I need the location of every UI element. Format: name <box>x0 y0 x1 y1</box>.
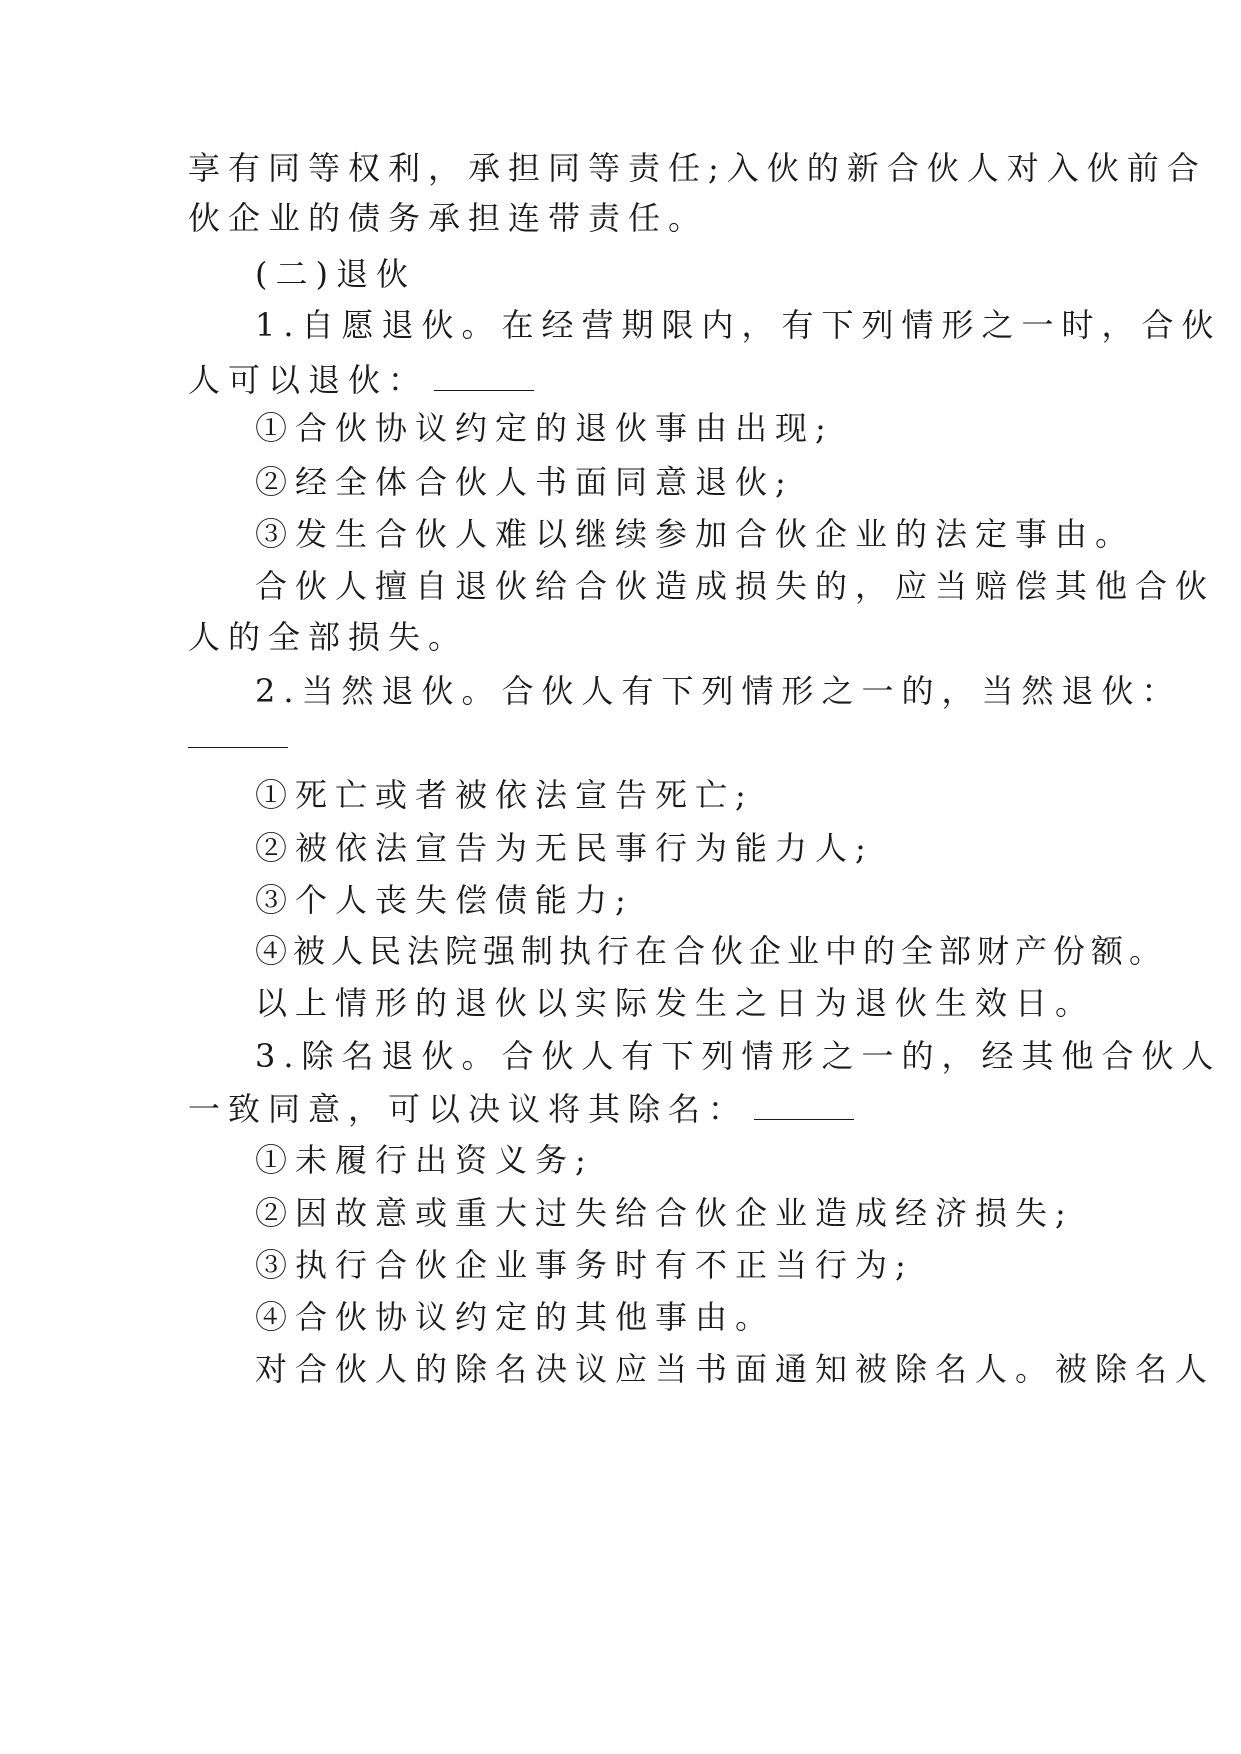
paragraph-line <box>188 1089 854 1129</box>
paragraph-line: 2.当然退伙。合伙人有下列情形之一的，当然退伙： <box>255 672 1182 710</box>
list-item: ④合伙协议约定的其他事由。 <box>255 1298 776 1336</box>
paragraph-line: 3.除名退伙。合伙人有下列情形之一的，经其他合伙人 <box>255 1037 1222 1075</box>
list-item: ③执行合伙企业事务时有不正当行为; <box>255 1246 914 1284</box>
paragraph-line: 1.自愿退伙。在经营期限内，有下列情形之一时，合伙 <box>255 306 1222 344</box>
fill-in-blank <box>754 1093 854 1120</box>
list-item: ①合伙协议约定的退伙事由出现; <box>255 409 834 447</box>
list-item: ②因故意或重大过失给合伙企业造成经济损失; <box>255 1194 1074 1232</box>
list-item: ③发生合伙人难以继续参加合伙企业的法定事由。 <box>255 515 1136 553</box>
paragraph-line: 人的全部损失。 <box>188 618 469 656</box>
paragraph-text: 一致同意，可以决议将其除名： <box>188 1090 749 1128</box>
list-item: ③个人丧失偿债能力; <box>255 881 634 919</box>
list-item: ①未履行出资义务; <box>255 1141 594 1179</box>
list-item: ②被依法宣告为无民事行为能力人; <box>255 829 874 867</box>
list-item: ②经全体合伙人书面同意退伙; <box>255 463 794 501</box>
list-item: ①死亡或者被依法宣告死亡; <box>255 776 754 814</box>
paragraph-line: 以上情形的退伙以实际发生之日为退伙生效日。 <box>255 984 1096 1022</box>
section-heading: (二)退伙 <box>255 255 416 293</box>
paragraph-line <box>188 360 534 400</box>
fill-in-blank <box>188 747 288 748</box>
paragraph-line: 对合伙人的除名决议应当书面通知被除名人。被除名人 <box>255 1350 1216 1388</box>
paragraph-text: 人可以退伙： <box>188 361 429 399</box>
paragraph-line: 享有同等权利，承担同等责任;入伙的新合伙人对入伙前合 <box>188 149 1207 187</box>
paragraph-line: 合伙人擅自退伙给合伙造成损失的，应当赔偿其他合伙 <box>255 567 1216 605</box>
fill-in-blank <box>434 364 534 391</box>
paragraph-line: 伙企业的债务承担连带责任。 <box>188 199 709 237</box>
list-item: ④被人民法院强制执行在合伙企业中的全部财产份额。 <box>255 932 1168 970</box>
